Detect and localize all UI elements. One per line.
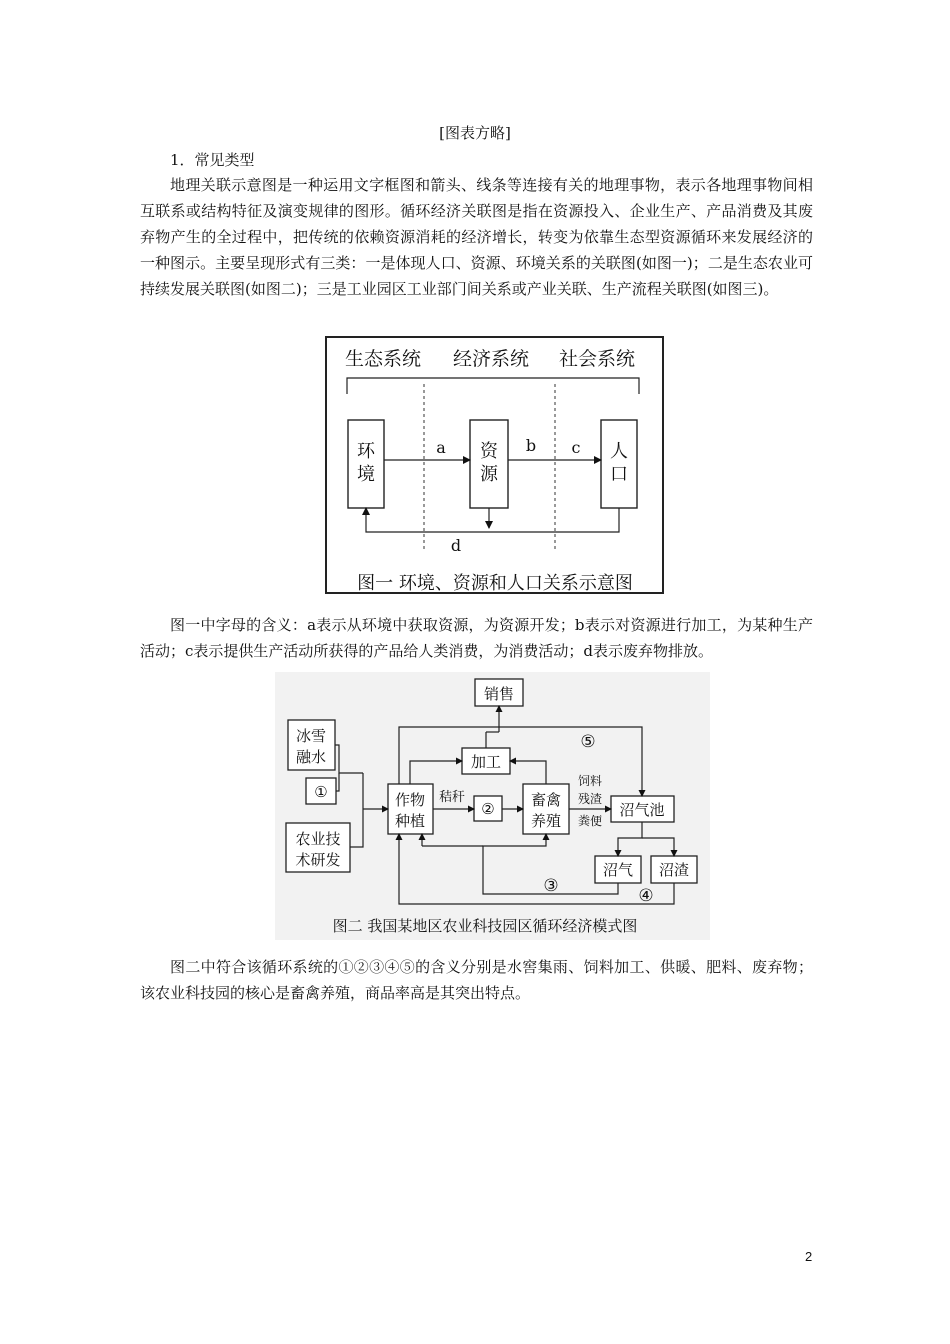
subsection-title: 1．常见类型 [170,151,255,169]
figure-2-caption: 图二 我国某地区农业科技园区循环经济模式图 [332,917,638,935]
section-heading: [图表方略] [439,124,511,142]
label-feed-1: 饲料 [577,774,603,788]
label-manure: 粪便 [577,814,603,828]
box-population-char-2: 口 [610,464,628,485]
label-social-system: 社会系统 [558,348,636,370]
box-environment-char-1: 环 [357,441,375,462]
figure-1-caption: 图一 环境、资源和人口关系示意图 [357,573,633,594]
circled-5: ⑤ [580,732,596,752]
label-c: c [571,438,581,457]
circled-4: ④ [638,886,654,906]
figure-2-agri-park-cycle [275,672,710,940]
box-environment-char-2: 境 [357,464,375,485]
box-population-char-1: 人 [610,441,628,462]
box-residue-label: 沼渣 [658,861,690,879]
page-number: 2 [805,1249,813,1264]
box-crop-label-2: 种植 [394,812,426,830]
box-snow-label-1: 冰雪 [295,727,327,745]
box-resource-char-2: 源 [480,464,498,485]
label-straw: 秸秆 [438,790,466,805]
box-processing-label: 加工 [470,753,502,771]
box-livestock-label-1: 畜禽 [530,791,562,809]
box-tech-label-2: 术研发 [295,851,341,869]
figure-2-explanation: 图二中符合该循环系统的①②③④⑤的含义分别是水窖集雨、饲料加工、供暖、肥料、废弃物；该农业科技园的核心是畜禽养殖，商品率高是其突出特点。 [140,958,813,1002]
intro-paragraph: 地理关联示意图是一种运用文字框图和箭头、线条等连接有关的地理事物，表示各地理事物间相互联系或结构特征及演变规律的图形。循环经济关联图是指在资源投入、企业生产、产品消费及其废弃物产生的全过程中，把传统的依赖资源消耗的经济增长，转变为依靠生态型资源循环来发展经济的一种图示。主要呈现形式有三类：一是体现人口、资源、环境关系的关联图(如图一)；二是生态农业可持续发展关联图(如图二)；三是工业园区工业部门间关系或产业关联、生产流程关联图(如图三)。 [140,176,813,298]
box-crop-label-1: 作物 [394,791,426,809]
label-feed-2: 残渣 [577,792,603,806]
label-b: b [525,436,537,455]
circled-2: ② [481,800,495,818]
box-tech-label-1: 农业技 [295,830,341,848]
box-resource-char-1: 资 [480,441,498,462]
circled-3: ③ [543,876,559,896]
circled-1: ① [314,783,328,801]
label-a: a [436,438,446,457]
box-snow-label-2: 融水 [295,748,327,766]
label-eco-system: 生态系统 [344,348,422,370]
box-biogas-label: 沼气 [602,861,634,879]
label-economic-system: 经济系统 [452,348,530,370]
box-sales-label: 销售 [483,685,515,703]
label-d: d [450,536,462,555]
figure-1-environment-resource-population [325,336,665,598]
box-biogas-pool-label: 沼气池 [619,801,665,819]
box-livestock-label-2: 养殖 [530,812,562,830]
figure-1-explanation: 图一中字母的含义：a表示从环境中获取资源，为资源开发；b表示对资源进行加工，为某种生产活动；c表示提供生产活动所获得的产品给人类消费，为消费活动；d表示废弃物排放。 [140,616,813,660]
